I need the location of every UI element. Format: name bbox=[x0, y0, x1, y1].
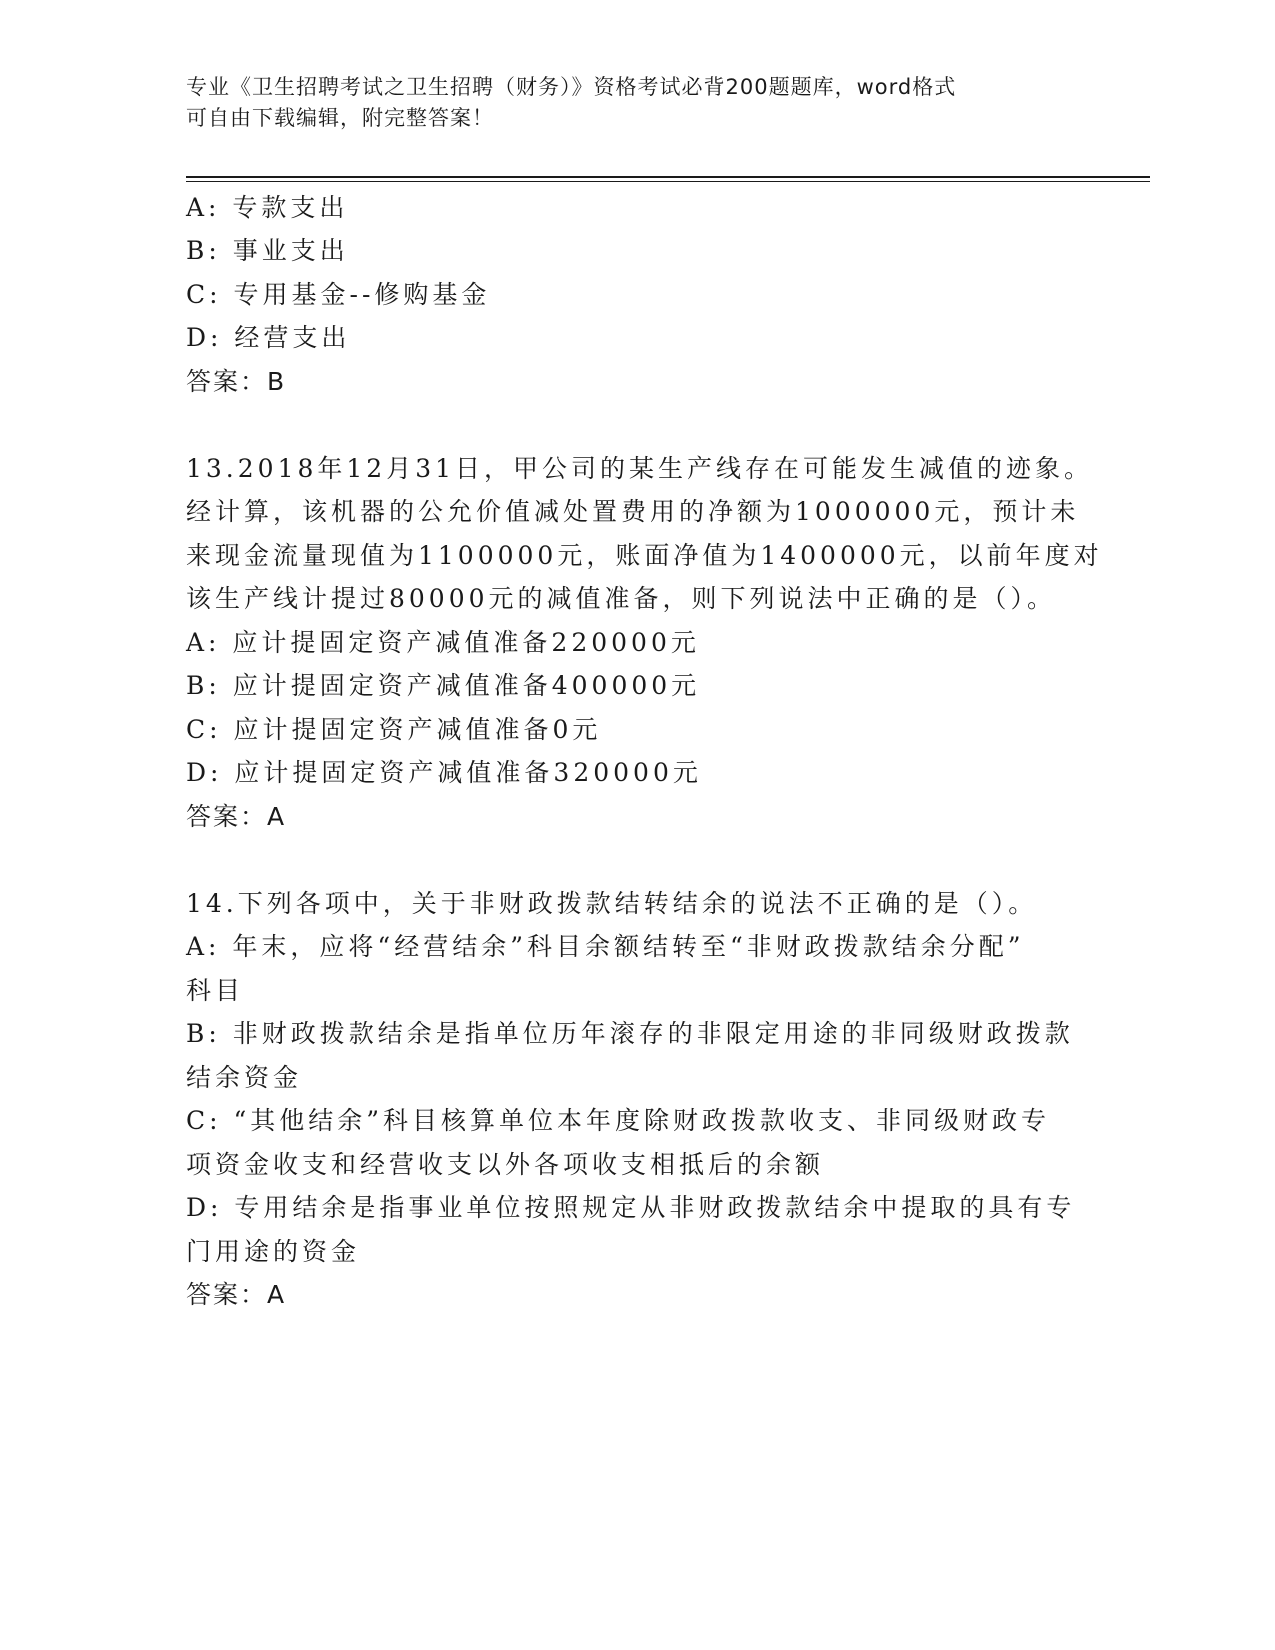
q12-option-d: D: 经营支出 bbox=[186, 323, 351, 352]
q14-option-a-line-2: 科目 bbox=[186, 976, 245, 1005]
q14-answer: 答案：A bbox=[186, 1280, 287, 1309]
q13-stem-line-2: 经计算，该机器的公允价值减处置费用的净额为1000000元，预计未 bbox=[186, 497, 1080, 526]
q13-answer: 答案：A bbox=[186, 802, 287, 831]
q13-option-b: B: 应计提固定资产减值准备400000元 bbox=[186, 671, 701, 700]
q14-stem-line-1: 14.下列各项中，关于非财政拨款结转结余的说法不正确的是（）。 bbox=[186, 889, 1038, 918]
document-header bbox=[186, 72, 1066, 134]
q13-stem-line-1: 13.2018年12月31日，甲公司的某生产线存在可能发生减值的迹象。 bbox=[186, 454, 1094, 483]
q14-option-a-line-1: A: 年末，应将“经营结余”科目余额结转至“非财政拨款结余分配” bbox=[186, 932, 1025, 961]
q14-option-b-line-1: B: 非财政拨款结余是指单位历年滚存的非限定用途的非同级财政拨款 bbox=[186, 1019, 1074, 1048]
q13-option-c: C: 应计提固定资产减值准备0元 bbox=[186, 715, 602, 744]
q12-option-c: C: 专用基金--修购基金 bbox=[186, 280, 491, 309]
header-divider-thin bbox=[186, 181, 1150, 182]
q14-option-c-line-2: 项资金收支和经营收支以外各项收支相抵后的余额 bbox=[186, 1150, 825, 1179]
q14-option-b-line-2: 结余资金 bbox=[186, 1063, 303, 1092]
q14-option-d-line-2: 门用途的资金 bbox=[186, 1237, 361, 1266]
q13-option-d: D: 应计提固定资产减值准备320000元 bbox=[186, 758, 702, 787]
header-line-1: 专业《卫生招聘考试之卫生招聘（财务）》资格考试必背200题题库，word格式 bbox=[186, 75, 957, 99]
q13-stem-line-3: 来现金流量现值为1100000元，账面净值为1400000元，以前年度对 bbox=[186, 541, 1103, 570]
header-divider-thick bbox=[186, 176, 1150, 178]
q12-option-b: B: 事业支出 bbox=[186, 236, 349, 265]
q14-option-c-line-1: C: “其他结余”科目核算单位本年度除财政拨款收支、非同级财政专 bbox=[186, 1106, 1051, 1135]
q12-answer: 答案：B bbox=[186, 367, 287, 396]
q12-option-a: A: 专款支出 bbox=[186, 193, 349, 222]
q14-option-d-line-1: D: 专用结余是指事业单位按照规定从非财政拨款结余中提取的具有专 bbox=[186, 1193, 1076, 1222]
header-line-2: 可自由下载编辑，附完整答案！ bbox=[186, 106, 494, 130]
q13-option-a: A: 应计提固定资产减值准备220000元 bbox=[186, 628, 700, 657]
q13-stem-line-4: 该生产线计提过80000元的减值准备，则下列说法中正确的是（）。 bbox=[186, 584, 1057, 613]
